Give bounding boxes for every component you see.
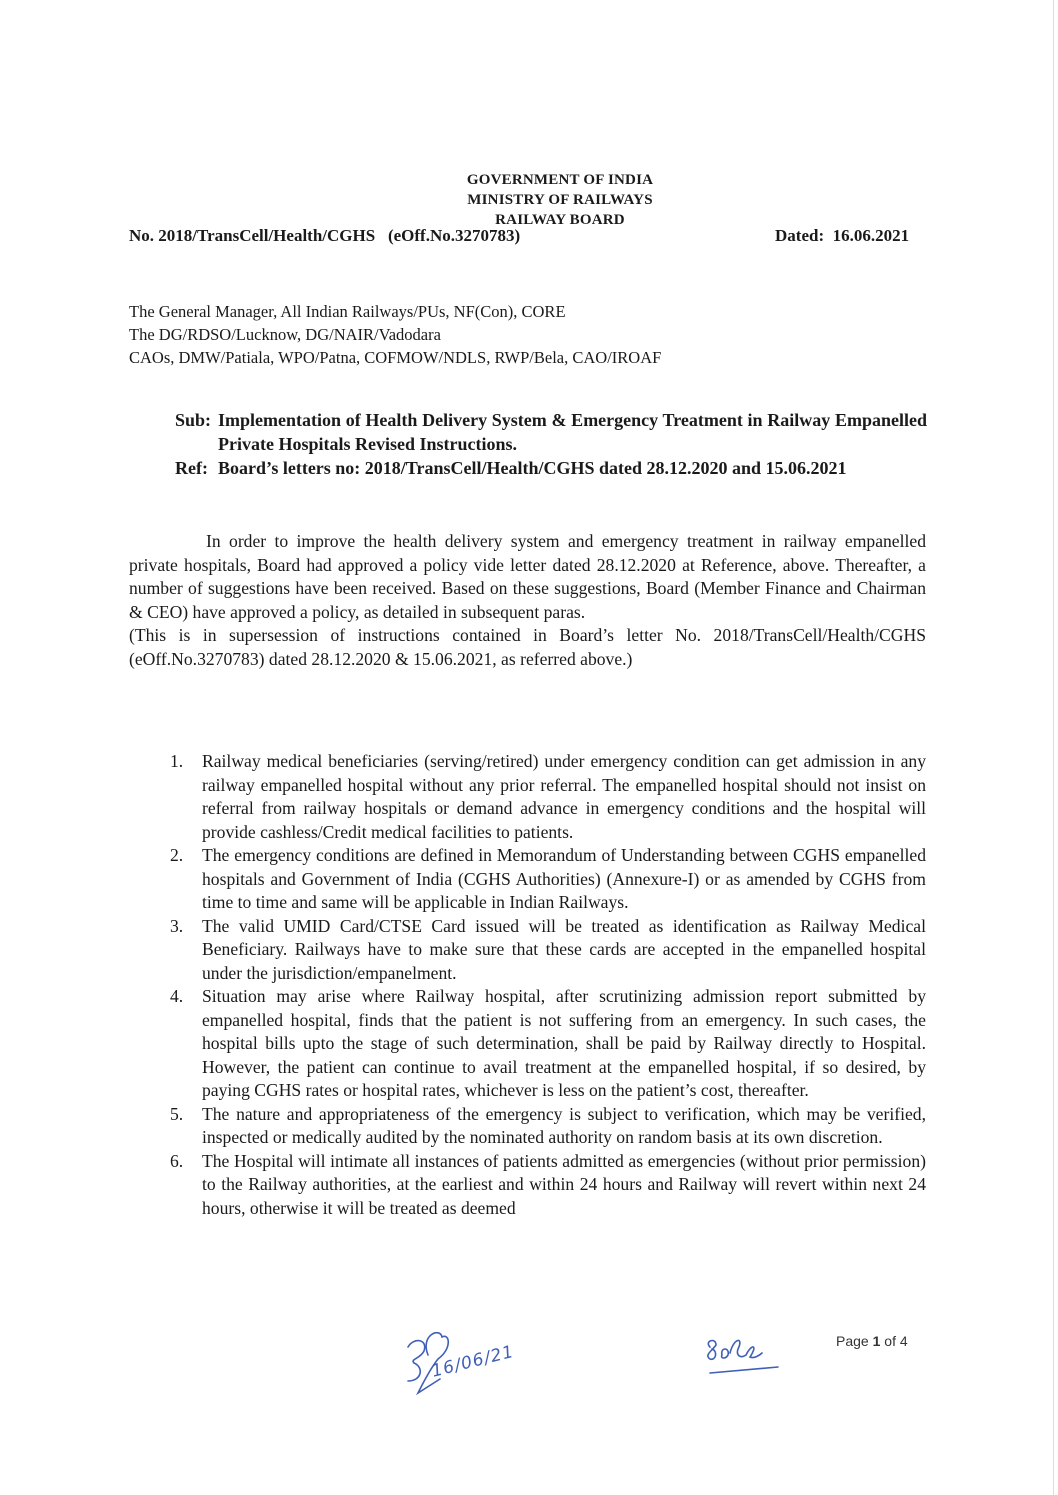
addressee-line: The DG/RDSO/Lucknow, DG/NAIR/Vadodara <box>129 325 441 344</box>
page-total: 4 <box>899 1333 908 1349</box>
list-item <box>170 844 926 915</box>
item-number: 6. <box>170 1150 184 1171</box>
list-item <box>170 1103 926 1150</box>
letterhead <box>0 170 1058 230</box>
page-number <box>836 1333 908 1349</box>
addressee-line: The General Manager, All Indian Railways/PUs, NF(Con), CORE <box>129 302 566 321</box>
item-text: The emergency conditions are defined in Memorandum of Understanding between CGHS empanelled hospitals and Government of India (CGHS Authorities) (Annexure-I) or as amended by CGHS from time to time and same will be applicable in Indian Railways. <box>202 845 926 912</box>
list-item <box>170 985 926 1103</box>
item-number: 3. <box>170 915 184 936</box>
page-prefix: Page <box>836 1333 873 1349</box>
item-number: 4. <box>170 986 184 1006</box>
list-item <box>170 915 926 986</box>
subject-text: Implementation of Health Delivery System & Emergency Treatment in Railway Empanelled Private Hospitals Revised Instructions. <box>218 410 927 454</box>
page-current: 1 <box>872 1333 881 1349</box>
item-number: 5. <box>170 1103 184 1124</box>
signature-date: 16/06/21 <box>429 1341 517 1382</box>
subject-label: Sub: <box>175 410 212 430</box>
item-text: Situation may arise where Railway hospital, after scrutinizing admission report submitted by empanelled hospital, finds that the patient is not suffering from an emergency. In such cases, the hospital bills upto the stage of such determination, shall be paid by Railway directly to Hospital. However, the patient can continue to avail treatment at the empanelled hospital, if so desired, by paying CGHS rates or hospital rates, whichever is less on the patient’s cost, thereafter. <box>202 986 926 1100</box>
ref-text: Board’s letters no: 2018/TransCell/Health/CGHS dated 28.12.2020 and 15.06.2021 <box>218 458 847 478</box>
subject-block <box>175 408 927 480</box>
item-text: The nature and appropriateness of the emergency is subject to verification, which may be verified, inspected or medically audited by the nominated authority on random basis at its own discretion. <box>202 1103 926 1147</box>
ref-label: Ref: <box>175 458 208 478</box>
letter-date: Dated: 16.06.2021 <box>775 226 910 245</box>
intro-section <box>129 530 926 671</box>
reference-number: No. 2018/TransCell/Health/CGHS (eOff.No.3270783) <box>129 226 521 245</box>
item-text: The Hospital will intimate all instances of patients admitted as emergencies (without prior permission) to the Railway authorities, at the earliest and within 24 hours and Railway will revert within next 24 hours, otherwise it will be treated as deemed <box>202 1150 926 1218</box>
page-sep: of <box>880 1333 900 1349</box>
item-number: 2. <box>170 845 184 865</box>
intro-paragraph: In order to improve the health delivery system and emergency treatment in railway empanelled private hospitals, Board had approved a policy vide letter dated 28.12.2020 at Reference, above. Thereafter, a number of suggestions have been received. Based on these suggestions, Board (Member Finance and Chairman & CEO) have approved a policy, as detailed in subsequent paras. <box>129 531 926 622</box>
addressee-line: CAOs, DMW/Patiala, WPO/Patna, COFMOW/NDLS, RWP/Bela, CAO/IROAF <box>129 348 662 367</box>
item-text: Railway medical beneficiaries (serving/retired) under emergency condition can get admission in any railway empanelled hospital without any prior referral. The empanelled hospital should not insist on referral from railway hospitals or demand advance in emergency conditions and the hospital will provide cashless/Credit medical facilities to patients. <box>202 751 926 842</box>
letterhead-line: GOVERNMENT OF INDIA <box>466 172 654 188</box>
supersession-paragraph: (This is in supersession of instructions contained in Board’s letter No. 2018/TransCell/Health/CGHS (eOff.No.3270783) dated 28.12.2020 & 15.06.2021, as referred above.) <box>129 625 926 669</box>
instructions-list <box>170 750 926 1220</box>
letterhead-line: MINISTRY OF RAILWAYS <box>467 192 653 208</box>
letterhead-line: RAILWAY BOARD <box>495 212 625 228</box>
addressees <box>129 300 661 369</box>
item-text: The valid UMID Card/CTSE Card issued will be treated as identification as Railway Medical Beneficiary. Railways have to make sure that these cards are accepted in the empanelled hospital under the jurisdiction/empanelment. <box>202 915 926 983</box>
item-number: 1. <box>170 751 184 771</box>
handwritten-initials <box>700 1333 800 1378</box>
list-item <box>170 750 926 844</box>
list-item <box>170 1150 926 1221</box>
